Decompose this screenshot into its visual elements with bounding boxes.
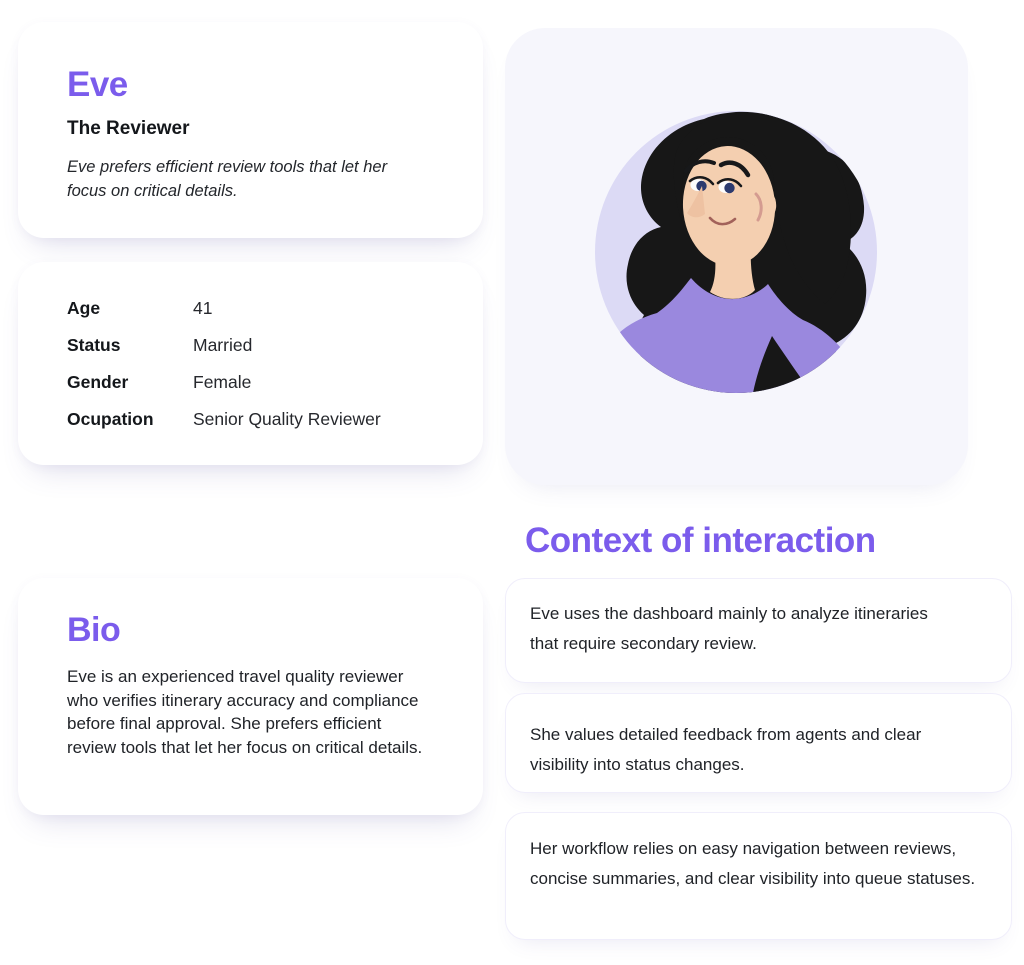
persona-summary-card — [18, 22, 483, 238]
bio-card — [18, 578, 483, 815]
attribute-value: Married — [193, 335, 253, 355]
attribute-value: Senior Quality Reviewer — [193, 409, 381, 429]
attribute-label: Status — [67, 335, 121, 355]
persona-name: Eve — [67, 65, 128, 104]
attribute-label: Gender — [67, 372, 129, 392]
attribute-label: Age — [67, 298, 101, 318]
context-section-title: Context of interaction — [525, 521, 876, 560]
attribute-row-occupation — [67, 409, 453, 430]
context-item-text: Her workflow relies on easy navigation between reviews, concise summaries, and clear visibility into queue statuses. — [530, 839, 976, 888]
context-item-text: She values detailed feedback from agents and clear visibility into status changes. — [530, 725, 922, 774]
persona-role: The Reviewer — [67, 118, 190, 140]
persona-avatar-card — [505, 28, 968, 485]
context-item-card-3 — [505, 812, 1012, 940]
woman-avatar-illustration — [505, 28, 968, 485]
context-item-text: Eve uses the dashboard mainly to analyze itineraries that require secondary review. — [530, 604, 928, 653]
persona-attributes-card — [18, 262, 483, 465]
attribute-value: Female — [193, 372, 252, 392]
context-item-card-2 — [505, 693, 1012, 793]
attribute-row-status — [67, 335, 453, 356]
right-eye-iris — [724, 183, 734, 193]
attribute-value: 41 — [193, 298, 213, 318]
attribute-label: Ocupation — [67, 409, 154, 429]
bio-title: Bio — [67, 611, 121, 649]
context-item-card-1 — [505, 578, 1012, 683]
attribute-row-age — [67, 298, 453, 319]
persona-quote: Eve prefers efficient review tools that let her focus on critical details. — [67, 158, 388, 201]
attribute-row-gender — [67, 372, 453, 393]
bio-text: Eve is an experienced travel quality reviewer who verifies itinerary accuracy and compliance before final approval. She prefers efficient review tools that let her focus on critical details. — [67, 667, 423, 757]
